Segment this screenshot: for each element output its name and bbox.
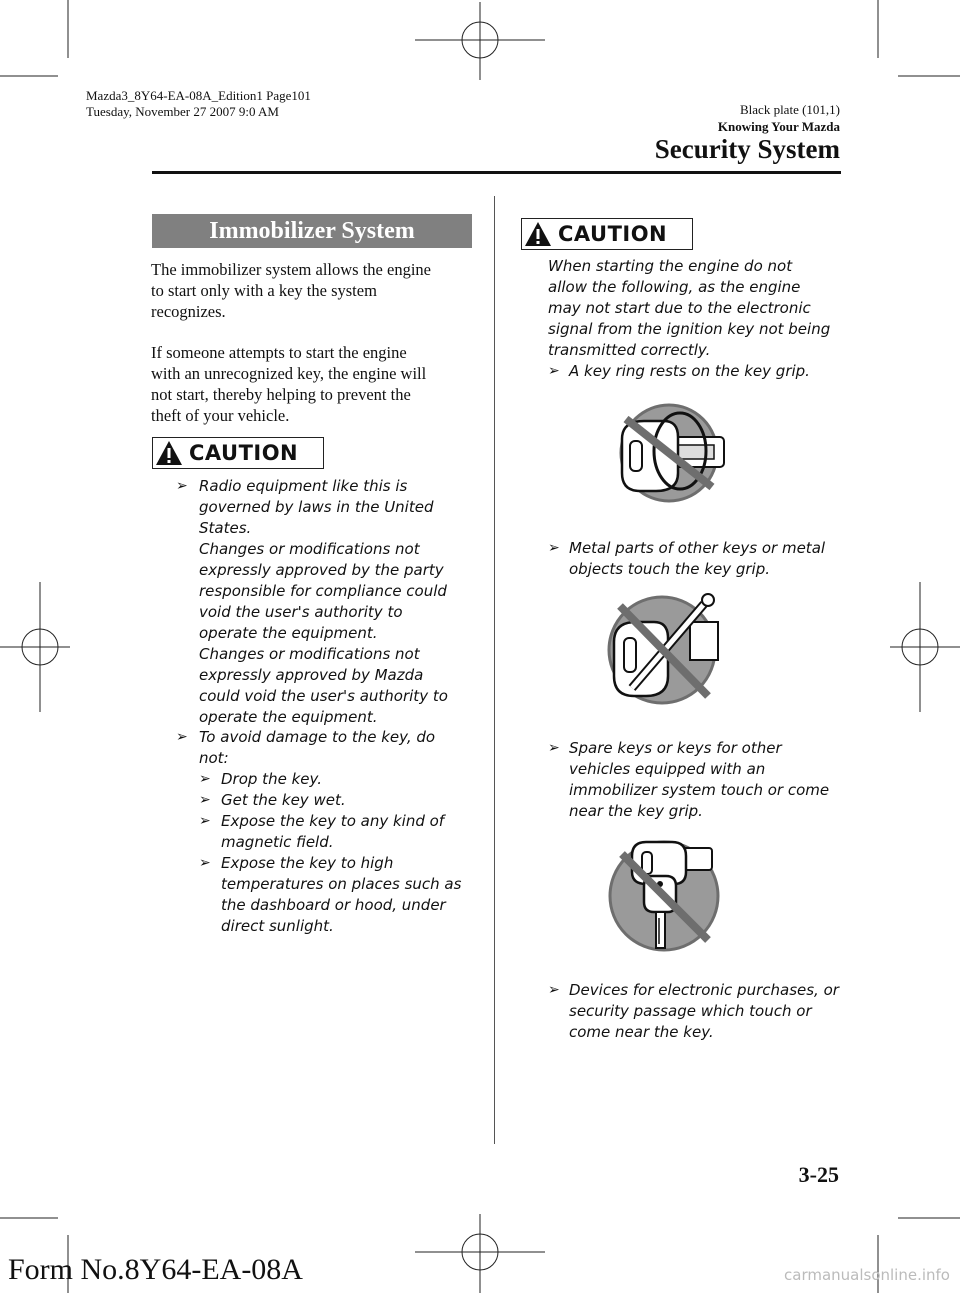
crop-mark-top-left	[0, 0, 90, 90]
text-line: vehicles equipped with an	[569, 760, 766, 778]
print-plate: Black plate (101,1)	[740, 102, 840, 117]
text-line: responsible for compliance could	[199, 582, 447, 600]
item-electronic-devices	[569, 980, 839, 1043]
item-key-ring	[569, 361, 810, 382]
sub-bullet-drop	[221, 769, 322, 790]
item-spare-keys	[569, 738, 829, 822]
text-line: transmitted correctly.	[548, 341, 711, 359]
registration-mark-icon	[0, 582, 70, 712]
print-date-line: Tuesday, November 27 2007 9:0 AM	[86, 104, 279, 119]
column-divider	[494, 196, 495, 1144]
caution-triangle-icon	[524, 221, 552, 247]
text-line: objects touch the key grip.	[569, 560, 770, 578]
text-line: Radio equipment like this is	[199, 477, 408, 495]
crop-mark-top-right	[870, 0, 960, 90]
header-rule	[152, 171, 841, 174]
text-line: the dashboard or hood, under	[221, 896, 446, 914]
registration-mark-icon	[890, 582, 960, 712]
text-line: near the key grip.	[569, 802, 703, 820]
section-heading: Immobilizer System	[152, 214, 472, 248]
bullet-arrow: ➢	[176, 729, 188, 745]
section-title: Security System	[654, 134, 840, 164]
text-line: signal from the ignition key not being	[548, 320, 831, 338]
text-line: A key ring rests on the key grip.	[569, 362, 810, 380]
text-line: allow the following, as the engine	[548, 278, 801, 296]
no-metal-objects-icon	[604, 592, 724, 706]
text-line: expressly approved by Mazda	[199, 666, 424, 684]
text-line: not:	[199, 749, 229, 767]
bullet-arrow: ➢	[548, 982, 560, 998]
watermark: carmanualsonline.info	[784, 1266, 950, 1284]
text-line: If someone attempts to start the engine	[151, 343, 407, 362]
text-line: void the user's authority to	[199, 603, 403, 621]
text-line: Changes or modifications not	[199, 645, 420, 663]
text-line: to start only with a key the system	[151, 281, 377, 300]
text-line: Changes or modifications not	[199, 540, 420, 558]
text-line: not start, thereby helping to prevent the	[151, 385, 411, 404]
registration-mark-icon	[415, 1212, 545, 1293]
text-line: with an unrecognized key, the engine will	[151, 364, 427, 383]
text-line: Expose the key to high	[221, 854, 394, 872]
text-line: magnetic field.	[221, 833, 334, 851]
caution-intro	[548, 256, 830, 361]
sub-bullet-heat	[221, 853, 461, 937]
caution-label: CAUTION	[189, 441, 299, 465]
text-line: Devices for electronic purchases, or	[569, 981, 839, 999]
bullet-arrow: ➢	[176, 478, 188, 494]
caution-label: CAUTION	[558, 222, 668, 246]
sub-bullet-magnetic	[221, 811, 444, 853]
bullet-arrow: ➢	[548, 740, 560, 756]
bullet-arrow: ➢	[199, 855, 211, 871]
text-line: expressly approved by the party	[199, 561, 444, 579]
text-line: Expose the key to any kind of	[221, 812, 445, 830]
page-number: 3-25	[798, 1162, 839, 1187]
no-key-ring-icon	[604, 403, 734, 503]
text-line: direct sunlight.	[221, 917, 334, 935]
bullet-arrow: ➢	[199, 813, 211, 829]
bullet-arrow: ➢	[199, 771, 211, 787]
text-line: Drop the key.	[221, 770, 322, 788]
text-line: immobilizer system touch or come	[569, 781, 830, 799]
text-line: recognizes.	[151, 302, 226, 321]
bullet-arrow: ➢	[199, 792, 211, 808]
text-line: operate the equipment.	[199, 624, 378, 642]
text-line: may not start due to the electronic	[548, 299, 811, 317]
intro-paragraph	[151, 259, 431, 322]
text-line: operate the equipment.	[199, 708, 378, 726]
print-file-line: Mazda3_8Y64-EA-08A_Edition1 Page101	[86, 88, 311, 103]
caution-triangle-icon	[155, 440, 183, 466]
bullet-radio-compliance	[199, 476, 448, 728]
sub-bullet-wet	[221, 790, 346, 811]
item-metal-parts	[569, 538, 825, 580]
text-line: States.	[199, 519, 252, 537]
bullet-arrow: ➢	[548, 363, 560, 379]
theft-paragraph	[151, 342, 426, 426]
text-line: security passage which touch or	[569, 1002, 812, 1020]
section-label: Knowing Your Mazda	[717, 119, 840, 134]
registration-mark-icon	[415, 2, 545, 82]
no-spare-keys-icon	[602, 838, 726, 954]
text-line: Spare keys or keys for other	[569, 739, 782, 757]
text-line: The immobilizer system allows the engine	[151, 260, 431, 279]
print-file-info	[86, 88, 311, 120]
text-line: theft of your vehicle.	[151, 406, 290, 425]
text-line: Get the key wet.	[221, 791, 346, 809]
text-line: Metal parts of other keys or metal	[569, 539, 826, 557]
caution-header-right	[521, 218, 693, 250]
bullet-avoid-damage	[199, 727, 435, 769]
caution-header-left	[152, 437, 324, 469]
text-line: To avoid damage to the key, do	[199, 728, 436, 746]
text-line: governed by laws in the United	[199, 498, 434, 516]
text-line: come near the key.	[569, 1023, 714, 1041]
text-line: When starting the engine do not	[548, 257, 793, 275]
bullet-arrow: ➢	[548, 540, 560, 556]
form-number: Form No.8Y64-EA-08A	[8, 1253, 303, 1286]
text-line: temperatures on places such as	[221, 875, 462, 893]
text-line: could void the user's authority to	[199, 687, 448, 705]
